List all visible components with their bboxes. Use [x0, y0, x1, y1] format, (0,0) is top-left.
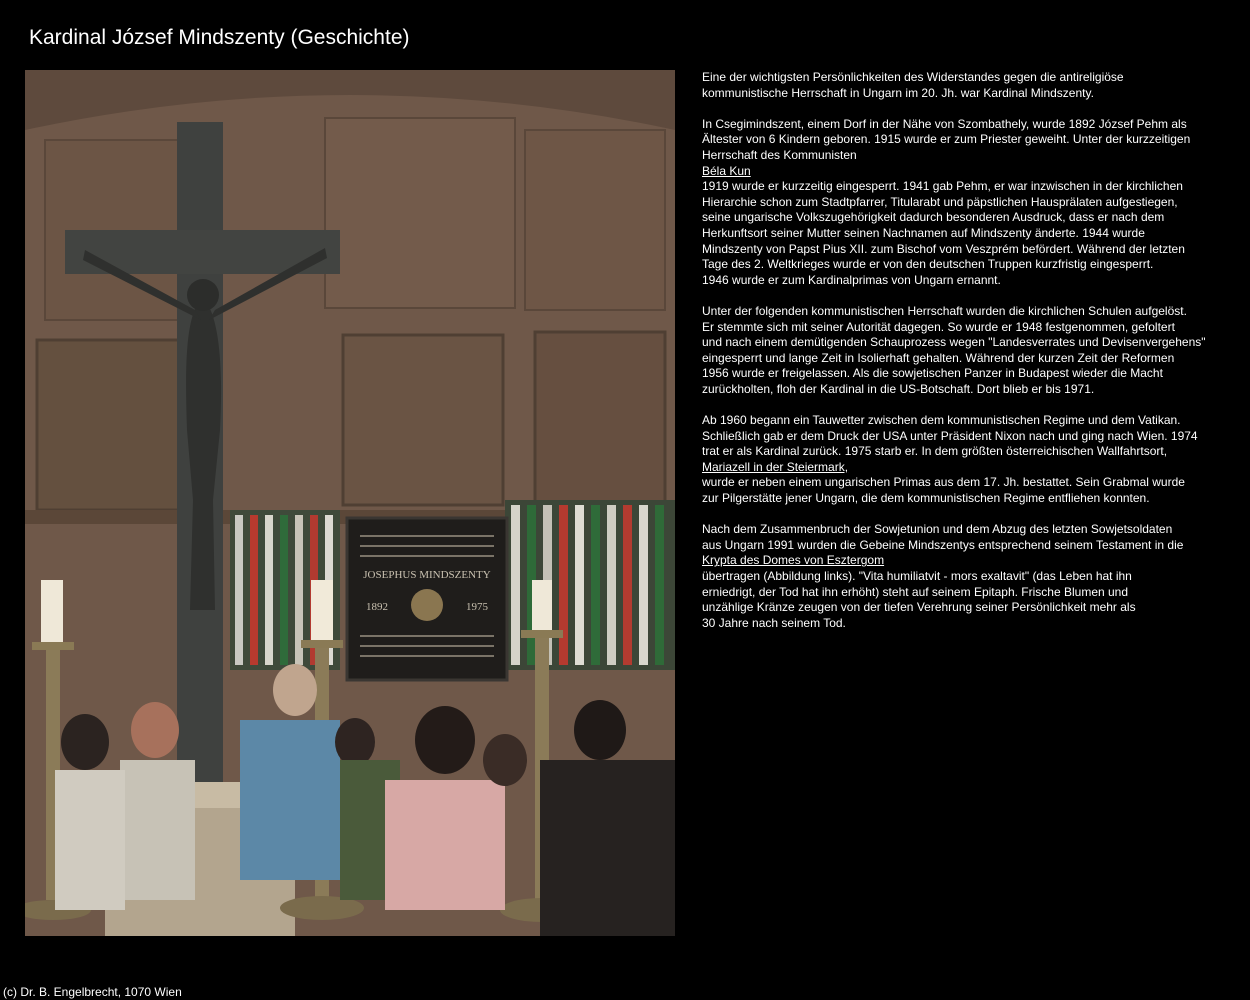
paragraph-2: In Csegimindszent, einem Dorf in der Nähe von Szombathely, wurde 1892 József Pehm als Ältester von 6 Kindern geboren. 1915 wurde er zum Priester geweiht. Unter der kurzzeitigen Herrschaft des Kommunisten Béla Kun 1919 wurde er kurzzeitig eingesperrt. 1941 gab Pehm, er war inzwischen in der kirchlichen Hierarchie schon zum Stadtpfarrer, Titularabt und päpstlichen Hausprälaten aufgestiegen, seine ungarische Volkszugehörigkeit dadurch besonderen Ausdruck, dass er nach dem Herkunftsort seiner Mutter seinen Nachnamen auf Mindszenty änderte. 1944 wurde Mindszenty von Papst Pius XII. zum Bischof vom Veszprém befördert. Während der letzten Tage des 2. Weltkrieges wurde er von den deutschen Truppen kurzfristig eingesperrt. 1946 wurde er zum Kardinalprimas von Ungarn ernannt.	[702, 116, 1191, 287]
paragraph-3: Unter der folgenden kommunistischen Herrschaft wurden die kirchlichen Schulen aufgelöst. Er stemmte sich mit seiner Autorität dagegen. So wurde er 1948 festgenommen, gefoltert und nach einem demütigenden Schauprozess wegen "Landesverrates und Devisenvergehens" eingesperrt und lange Zeit in Isolierhaft gehalten. Während der kurzen Zeit der Reformen 1956 wurde er freigelassen. Als die sowjetischen Panzer in Budapest wieder die Macht zurückholten, floh der Kardinal in die US-Botschaft. Dort blieb er bis 1971.	[702, 303, 1206, 396]
copyright-footer: (c) Dr. B. Engelbrecht, 1070 Wien	[3, 985, 182, 999]
page-title: Kardinal József Mindszenty (Geschichte)	[29, 26, 410, 49]
paragraph-5: Nach dem Zusammenbruch der Sowjetunion und dem Abzug des letzten Sowjetsoldaten aus Ungarn 1991 wurden die Gebeine Mindszentys entsprechend seinem Testament in die Krypta des Domes von Esztergom übertragen (Abbildung links). "Vita humiliatvit - mors exaltavit" (das Leben hat ihn erniedrigt, der Tod hat ihn erhöht) steht auf seinem Epitaph. Frische Blumen und unzählige Kränze zeugen von der tiefen Verehrung seiner Persönlichkeit mehr als 30 Jahre nach seinem Tod.	[702, 522, 1184, 630]
wreath-ribbons-right	[505, 500, 675, 670]
paragraph-4: Ab 1960 begann ein Tauwetter zwischen dem kommunistischen Regime und dem Vatikan. Schließlich gab er dem Druck der USA unter Präsident Nixon nach und ging nach Wien. 1974 trat er als Kardinal zurück. 1975 starb er. In dem größten österreichischen Wallfahrtsort, Mariazell in der Steiermark, wurde er neben einem ungarischen Primas aus dem 17. Jh. bestattet. Sein Grabmal wurde zur Pilgerstätte jener Ungarn, die dem kommunistischen Regime entfliehen konnten.	[702, 413, 1198, 506]
bela-kun-link[interactable]: Béla Kun	[702, 163, 751, 178]
mariazell-link[interactable]: Mariazell in der Steiermark,	[702, 459, 849, 474]
article-text	[702, 70, 1222, 647]
crypt-photo	[25, 70, 675, 936]
plaque-name: JOSEPHUS MINDSZENTY	[363, 569, 491, 581]
epitaph-plaque	[347, 518, 507, 680]
esztergom-crypt-link[interactable]: Krypta des Domes von Esztergom	[702, 553, 885, 568]
plaque-year-born: 1892	[366, 601, 388, 613]
paragraph-1: Eine der wichtigsten Persönlichkeiten des Widerstandes gegen die antireligiöse kommunistische Herrschaft in Ungarn im 20. Jh. war Kardinal Mindszenty.	[702, 70, 1124, 100]
plaque-year-died: 1975	[466, 601, 488, 613]
